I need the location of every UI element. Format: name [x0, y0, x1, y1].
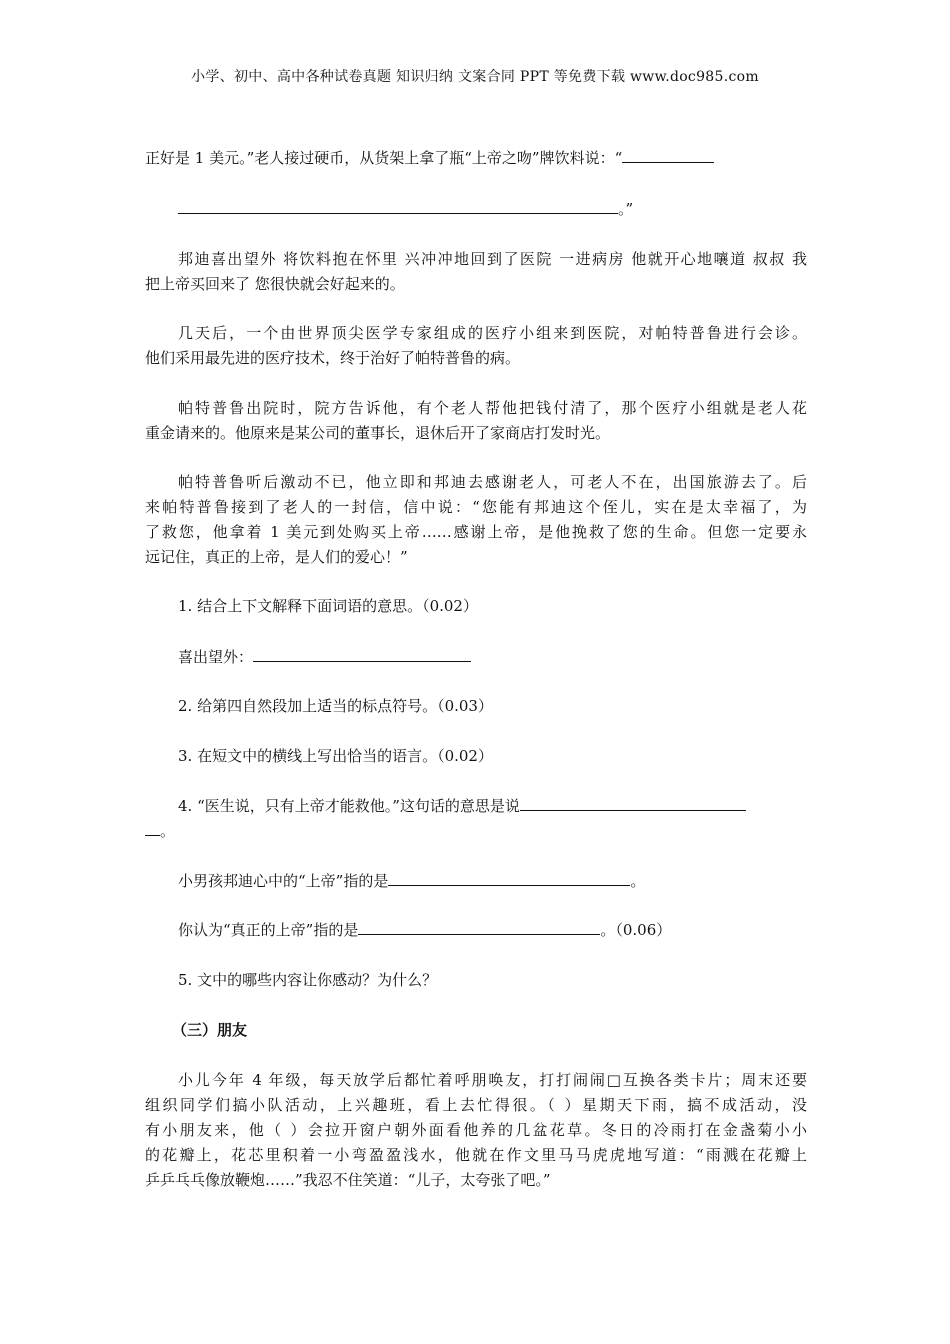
- story-paragraph-2-line-1: 邦迪喜出望外 将饮料抱在怀里 兴冲冲地回到了医院 一进病房 他就开心地嚷道 叔叔 我: [178, 250, 807, 268]
- question-1: 1. 结合上下文解释下面词语的意思。（0.02）: [178, 597, 478, 615]
- section-3-line-4: 的花瓣上，花芯里积着一小弯盈盈浅水，他就在作文里马马虎虎地写道：“雨溅在花瓣上: [145, 1146, 807, 1164]
- page-header: 小学、初中、高中各种试卷真题 知识归纳 文案合同 PPT 等免费下载 www.doc985.com: [191, 69, 759, 85]
- section-3-line-2: 组织同学们搞小队活动，上兴趣班，看上去忙得很。（ ）星期天下雨，搞不成活动，没: [145, 1096, 807, 1114]
- story-paragraph-5-line-1: 帕特普鲁听后激动不已，他立即和邦迪去感谢老人，可老人不在，出国旅游去了。后: [178, 473, 807, 491]
- question-4-subtext: 小男孩邦迪心中的“上帝”指的是: [178, 872, 389, 890]
- question-4-text-end: 。: [160, 822, 176, 840]
- question-4-line-4: [178, 918, 840, 942]
- section-3-line-1: 小儿今年 4 年级，每天放学后都忙着呼朋唤友，打打闹闹□互换各类卡片；周末还要: [178, 1071, 807, 1089]
- answer-blank[interactable]: [145, 820, 160, 836]
- answer-blank[interactable]: [388, 870, 630, 886]
- question-4-subtext: 你认为“真正的上帝”指的是: [178, 921, 359, 939]
- story-paragraph-1-line-1: [145, 146, 807, 170]
- question-4-text: 4. “医生说，只有上帝才能救他。”这句话的意思是说: [178, 797, 520, 815]
- answer-blank[interactable]: [178, 198, 618, 214]
- question-1-answer-line: [178, 645, 840, 669]
- story-paragraph-1-line-2: [178, 197, 840, 221]
- answer-blank[interactable]: [520, 795, 746, 811]
- section-title: （三）朋友: [172, 1021, 248, 1039]
- question-1-term: 喜出望外：: [178, 648, 254, 666]
- story-text: 。”: [618, 200, 634, 218]
- section-3-line-5: 乒乒乓乓像放鞭炮……”我忍不住笑道：“儿子，太夸张了吧。”: [145, 1171, 551, 1189]
- answer-blank[interactable]: [358, 919, 600, 935]
- story-paragraph-3-line-2: 他们采用最先进的医疗技术，终于治好了帕特普鲁的病。: [145, 349, 521, 367]
- section-3-line-3: 有小朋友来，他（ ）会拉开窗户朝外面看他养的几盆花草。冬日的冷雨打在金盏菊小小: [145, 1121, 807, 1139]
- question-4-subtext-end: 。: [630, 872, 646, 890]
- story-text: 正好是 1 美元。”老人接过硬币，从货架上拿了瓶“上帝之吻”牌饮料说：“: [145, 149, 623, 167]
- story-paragraph-4-line-1: 帕特普鲁出院时，院方告诉他，有个老人帮他把钱付清了，那个医疗小组就是老人花: [178, 399, 807, 417]
- story-paragraph-5-line-4: 远记住，真正的上帝，是人们的爱心！”: [145, 548, 408, 566]
- question-4-subtext-end: 。（0.06）: [600, 921, 672, 939]
- story-paragraph-3-line-1: 几天后，一个由世界顶尖医学专家组成的医疗小组来到医院，对帕特普鲁进行会诊。: [178, 324, 807, 342]
- story-paragraph-5-line-3: 了救您，他拿着 1 美元到处购买上帝……感谢上帝，是他挽救了您的生命。但您一定要永: [145, 523, 807, 541]
- question-3: 3. 在短文中的横线上写出恰当的语言。（0.02）: [178, 747, 493, 765]
- story-paragraph-5-line-2: 来帕特普鲁接到了老人的一封信，信中说：“您能有邦迪这个侄儿，实在是太幸福了，为: [145, 498, 807, 516]
- question-4-line-1: [178, 794, 840, 818]
- question-4-line-3: [178, 869, 840, 893]
- question-4-line-2: [145, 819, 807, 843]
- question-2: 2. 给第四自然段加上适当的标点符号。（0.03）: [178, 697, 493, 715]
- story-paragraph-4-line-2: 重金请来的。他原来是某公司的董事长，退休后开了家商店打发时光。: [145, 424, 611, 442]
- answer-blank[interactable]: [622, 147, 714, 163]
- answer-blank[interactable]: [253, 646, 471, 662]
- story-paragraph-2-line-2: 把上帝买回来了 您很快就会好起来的。: [145, 275, 405, 293]
- question-5: 5. 文中的哪些内容让你感动？为什么？: [178, 971, 438, 989]
